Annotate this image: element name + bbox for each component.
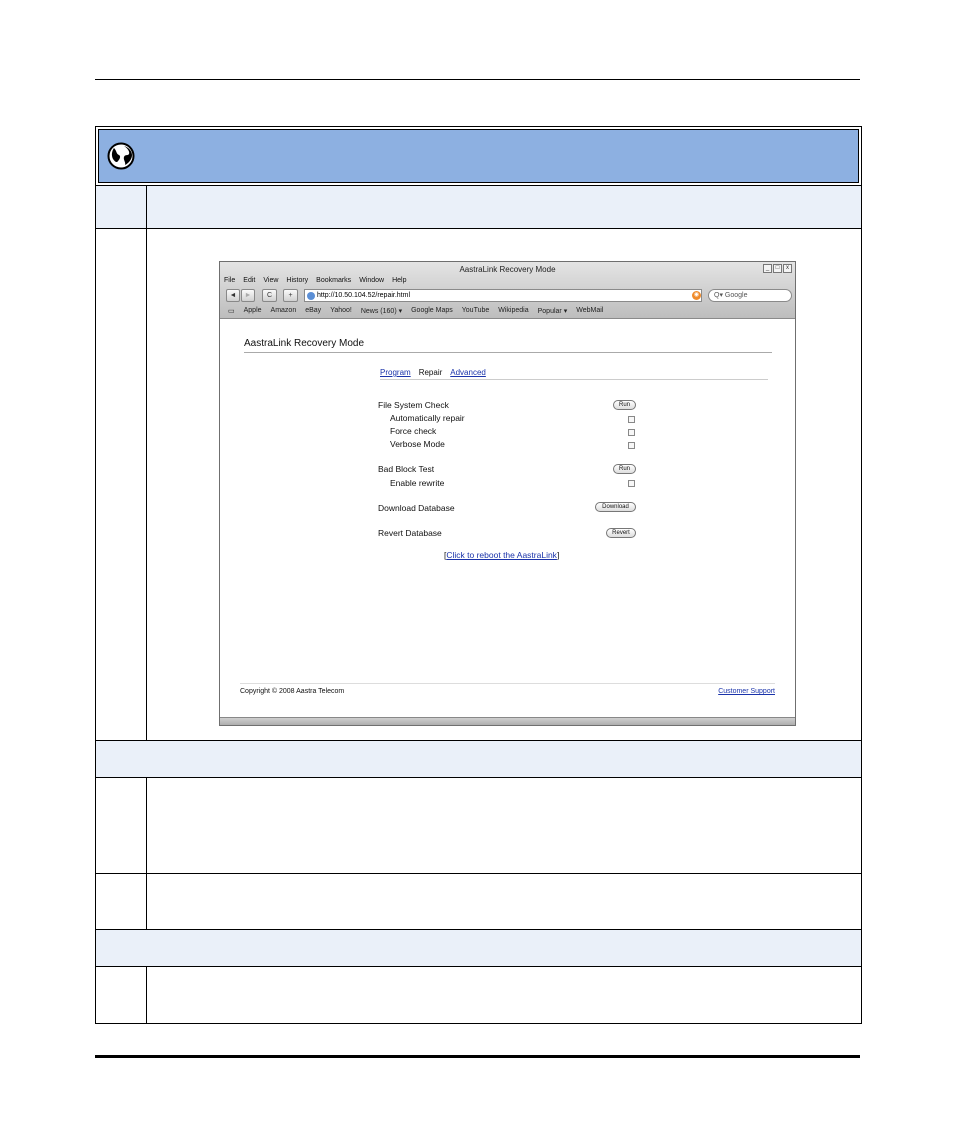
- page-footer: [240, 683, 775, 695]
- force-check-checkbox[interactable]: [628, 429, 635, 436]
- table-row: [96, 777, 861, 873]
- search-input[interactable]: Q▾ Google: [708, 289, 792, 302]
- customer-support-link[interactable]: Customer Support: [718, 688, 775, 695]
- table-row: [96, 966, 861, 1023]
- status-bar: [220, 717, 795, 726]
- browser-chrome: [220, 262, 795, 319]
- maximize-button[interactable]: □: [773, 264, 782, 273]
- menu-help[interactable]: Help: [392, 277, 407, 284]
- browser-toolbar: [226, 289, 792, 303]
- menu-bookmarks[interactable]: Bookmarks: [316, 277, 352, 284]
- bookmark-wikipedia[interactable]: Wikipedia: [498, 307, 529, 314]
- bookmark-google-maps[interactable]: Google Maps: [411, 307, 453, 314]
- verbose-mode-checkbox[interactable]: [628, 442, 635, 449]
- book-icon[interactable]: ▭: [228, 308, 235, 315]
- download-database-label: Download Database: [378, 503, 455, 513]
- footer-rule: [95, 1055, 860, 1058]
- bookmark-ebay[interactable]: eBay: [305, 307, 322, 314]
- bookmark-news[interactable]: News (160) ▾: [360, 308, 403, 315]
- reload-button[interactable]: C: [262, 289, 277, 302]
- menu-window[interactable]: Window: [359, 277, 385, 284]
- tab-repair[interactable]: Repair: [418, 368, 443, 377]
- back-button[interactable]: ◄: [226, 289, 240, 302]
- option-label: Automatically repair: [390, 413, 465, 423]
- table-row: [96, 185, 861, 228]
- bracket-close: ]: [556, 550, 560, 560]
- page-title: AastraLink Recovery Mode: [244, 338, 772, 353]
- bookmark-popular[interactable]: Popular ▾: [537, 308, 568, 315]
- bracket-open: [: [444, 550, 447, 560]
- bookmark-webmail[interactable]: WebMail: [576, 307, 604, 314]
- forward-button[interactable]: ►: [241, 289, 255, 302]
- bookmark-youtube[interactable]: YouTube: [461, 307, 490, 314]
- address-bar[interactable]: [304, 289, 702, 302]
- fs-check-label: File System Check: [378, 400, 449, 410]
- table-section-row: [96, 740, 861, 777]
- site-globe-icon: [307, 292, 315, 300]
- bad-block-run-button[interactable]: Run: [613, 464, 636, 474]
- reboot-line: [444, 550, 559, 560]
- download-button[interactable]: Download: [595, 502, 636, 512]
- tab-advanced[interactable]: Advanced: [450, 368, 486, 377]
- option-label: Force check: [390, 426, 437, 436]
- minimize-button[interactable]: _: [763, 264, 772, 273]
- revert-database-label: Revert Database: [378, 528, 442, 538]
- menu-history[interactable]: History: [286, 277, 309, 284]
- close-button[interactable]: x: [783, 264, 792, 273]
- page-content: [220, 320, 795, 717]
- tab-program[interactable]: Program: [380, 368, 411, 377]
- browser-screenshot: [219, 261, 796, 726]
- bookmark-amazon[interactable]: Amazon: [270, 307, 297, 314]
- menu-edit[interactable]: Edit: [243, 277, 256, 284]
- bookmarks-bar: [228, 307, 603, 315]
- revert-button[interactable]: Revert: [606, 528, 636, 538]
- option-label: Verbose Mode: [390, 439, 445, 449]
- bookmark-yahoo[interactable]: Yahoo!: [330, 307, 352, 314]
- add-bookmark-button[interactable]: +: [283, 289, 298, 302]
- enable-rewrite-checkbox[interactable]: [628, 480, 635, 487]
- window-controls: [763, 264, 792, 273]
- copyright-text: Copyright © 2008 Aastra Telecom: [240, 688, 345, 695]
- globe-icon: [107, 142, 135, 170]
- window-title: AastraLink Recovery Mode: [459, 265, 556, 274]
- bad-block-label: Bad Block Test: [378, 464, 435, 474]
- tab-bar: [380, 368, 768, 380]
- reboot-link[interactable]: Click to reboot the AastraLink: [446, 550, 557, 560]
- menu-file[interactable]: File: [224, 277, 236, 284]
- fs-check-run-button[interactable]: Run: [613, 400, 636, 410]
- automatically-repair-checkbox[interactable]: [628, 416, 635, 423]
- url-text: http://10.50.104.52/repair.html: [317, 292, 411, 299]
- option-label: Enable rewrite: [390, 478, 445, 488]
- menu-bar: [224, 277, 407, 284]
- bookmark-apple[interactable]: Apple: [243, 307, 262, 314]
- table-header-banner: [98, 129, 859, 183]
- menu-view[interactable]: View: [263, 277, 279, 284]
- table-row: [96, 873, 861, 929]
- header-rule: [95, 79, 860, 80]
- table-section-row: [96, 929, 861, 966]
- rss-icon[interactable]: ◉: [693, 292, 700, 298]
